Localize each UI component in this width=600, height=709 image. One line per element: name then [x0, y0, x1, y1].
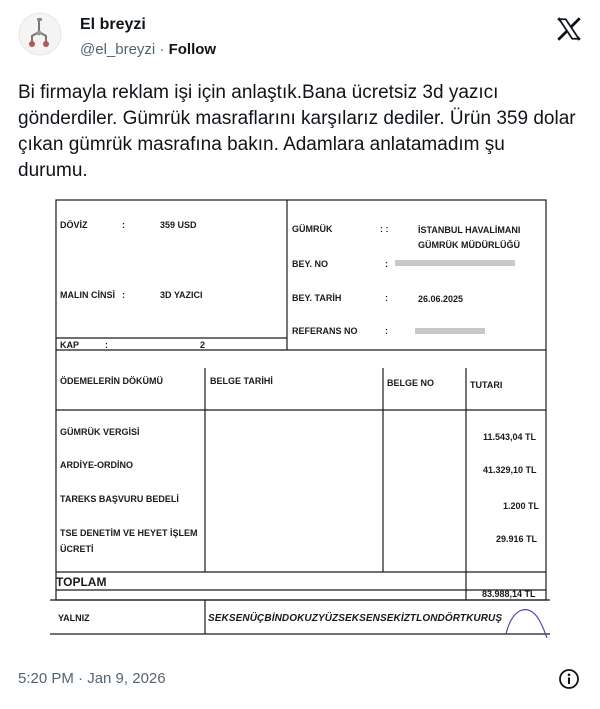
- belge-no-header: BELGE NO: [387, 378, 435, 388]
- handle-separator: ·: [155, 41, 169, 58]
- item-label: GÜMRÜK VERGİSİ: [60, 427, 140, 437]
- item-label: ARDİYE-ORDİNO: [60, 460, 134, 470]
- doviz-colon: :: [122, 220, 125, 230]
- belge-tarihi-header: BELGE TARİHİ: [210, 376, 273, 386]
- kap-label: KAP: [60, 340, 80, 350]
- doviz-value: 359 USD: [160, 220, 197, 230]
- bey-no-colon: :: [385, 259, 388, 269]
- item-amount: 41.329,10 TL: [483, 465, 537, 475]
- tweet-header: [18, 12, 582, 62]
- kap-value: 2: [200, 340, 206, 350]
- gumruk-value-line1: İSTANBUL HAVALİMANI: [418, 225, 521, 235]
- doviz-label: DÖVİZ: [60, 220, 88, 230]
- timestamp[interactable]: 5:20 PM · Jan 9, 2026: [18, 670, 166, 687]
- gumruk-value-line2: GÜMRÜK MÜDÜRLÜĞÜ: [418, 240, 520, 250]
- bey-tarih-label: BEY. TARİH: [292, 293, 342, 303]
- item-amount: 11.543,04 TL: [483, 432, 537, 442]
- bey-tarih-value: 26.06.2025: [418, 294, 464, 304]
- item-label-line2: ÜCRETİ: [60, 544, 94, 554]
- toplam-amount: 83.988,14 TL: [482, 589, 536, 599]
- malin-cinsi-value: 3D YAZICI: [160, 290, 203, 300]
- bey-no-label: BEY. NO: [292, 259, 329, 269]
- malin-cinsi-colon: :: [122, 290, 125, 300]
- item-label: TAREKS BAŞVURU BEDELİ: [60, 494, 179, 504]
- referans-label: REFERANS NO: [292, 326, 358, 336]
- avatar[interactable]: [18, 12, 62, 56]
- kap-colon: :: [105, 340, 108, 350]
- author-handle-row: [80, 41, 216, 58]
- item-label-line1: TSE DENETİM VE HEYET İŞLEM: [60, 528, 198, 538]
- author-handle[interactable]: @el_breyzi: [80, 41, 156, 58]
- follow-button[interactable]: Follow: [168, 41, 217, 58]
- malin-cinsi-label: MALIN CİNSİ: [60, 290, 115, 300]
- tutari-header: TUTARI: [470, 380, 503, 390]
- customs-document-image: [50, 198, 552, 638]
- yalniz-label: YALNIZ: [58, 613, 90, 623]
- toplam-label: TOPLAM: [56, 575, 107, 589]
- info-icon[interactable]: [558, 668, 580, 690]
- referans-colon: :: [385, 326, 388, 336]
- avatar-icon: [18, 12, 62, 56]
- item-amount: 1.200 TL: [503, 501, 540, 511]
- gumruk-colon: : :: [380, 224, 389, 234]
- odemeler-header: ÖDEMELERİN DÖKÜMÜ: [60, 376, 163, 386]
- bey-tarih-colon: :: [385, 293, 388, 303]
- gumruk-label: GÜMRÜK: [292, 224, 333, 234]
- item-amount: 29.916 TL: [496, 534, 538, 544]
- yalniz-value: SEKSENÜÇBİNDOKUZYÜZSEKSENSEKİZTLONDÖRTKURUŞ: [208, 613, 503, 624]
- author-name[interactable]: El breyzi: [80, 16, 146, 33]
- tweet-text: Bi firmayla reklam işi için anlaştık.Bana ücretsiz 3d yazıcı gönderdiler. Gümrük masraflarını karşılarız dediler. Ürün 359 dolar çıkan gümrük masrafına bakın. Adamlara anlatamadım şu durumu.: [18, 82, 576, 181]
- tweet-footer: [18, 668, 582, 692]
- x-logo-icon[interactable]: [556, 16, 582, 42]
